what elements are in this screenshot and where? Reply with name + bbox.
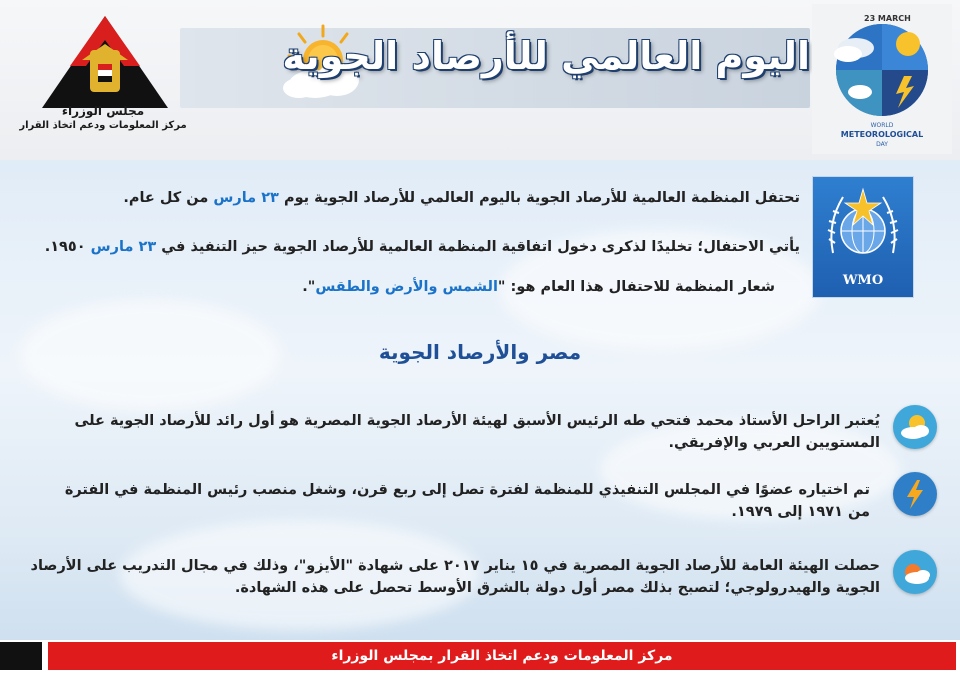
point-icon-3: [893, 550, 937, 594]
sun-cloud-icon: [893, 405, 937, 449]
org-name-cabinet: مجلس الوزراء: [61, 104, 145, 118]
page-title: اليوم العالمي للأرصاد الجوية: [282, 34, 810, 78]
cabinet-idsc-logo: [18, 4, 188, 154]
wmd-day-label: DAY: [876, 141, 888, 148]
intro-paragraph-3: [200, 276, 775, 298]
intro-paragraph-1: [100, 187, 800, 209]
sunset-cloud-icon: [893, 550, 937, 594]
footer-text: مركز المعلومات ودعم اتخاذ القرار بمجلس الوزراء: [331, 648, 673, 664]
wmd-date-label: 23 MARCH: [864, 14, 911, 23]
section-title: مصر والأرصاد الجوية: [378, 340, 582, 364]
page-header: [0, 0, 960, 160]
footer-black-block: [0, 642, 42, 670]
org-name-idsc: مركز المعلومات ودعم اتخاذ القرار: [19, 120, 187, 131]
intro-p1-date: ٢٣ مارس: [213, 190, 279, 206]
wmd-world-label: WORLD: [870, 122, 894, 129]
globe-weather-icon: [824, 16, 940, 122]
intro-paragraph-2: [30, 236, 800, 258]
intro-p2-text: يأتي الاحتفال؛ تخليدًا لذكرى دخول اتفاقية المنظمة العالمية للأرصاد الجوية حيز التنفيذ في: [161, 239, 800, 255]
intro-p3-end: ".: [302, 279, 316, 295]
point-text-2: تم اختياره عضوًا في المجلس التنفيذي للمنظمة لفترة تصل إلى ربع قرن، وشغل منصب رئيس المنظمة في الفترة من ١٩٧١ إلى ١٩٧٩.: [64, 482, 870, 520]
page-footer: [0, 640, 960, 678]
world-meteorological-day-logo: [812, 4, 952, 154]
intro-p2-end: ١٩٥٠.: [44, 239, 86, 255]
intro-p3-slogan: الشمس والأرض والطقس: [315, 279, 498, 295]
point-icon-2: [893, 472, 937, 516]
wmo-emblem-icon: [823, 183, 903, 271]
point-text-3: حصلت الهيئة العامة للأرصاد الجوية المصرية في ١٥ يناير ٢٠١٧ على شهادة "الأيزو"، وذلك في مجال التدريب على الأرصاد الجوية والهيدرولوجي؛ لتصبح بذلك مصر أول دولة بالشرق الأوسط تحصل على هذه الشهادة.: [30, 558, 880, 596]
wmo-label: WMO: [842, 273, 884, 288]
wmo-logo: [812, 176, 914, 298]
wmd-meteorological-label: METEOROLOGICAL: [840, 130, 924, 139]
point-icon-1: [893, 405, 937, 449]
lightning-icon: [893, 472, 937, 516]
eagle-mountain-icon: [40, 14, 170, 110]
intro-p3-text: شعار المنظمة للاحتفال هذا العام هو: ": [497, 279, 775, 295]
intro-p1-text: تحتفل المنظمة العالمية للأرصاد الجوية باليوم العالمي للأرصاد الجوية يوم: [283, 190, 800, 206]
intro-p1-end: من كل عام.: [123, 190, 209, 206]
intro-p2-date: ٢٣ مارس: [90, 239, 157, 255]
point-text-1: يُعتبر الراحل الأستاذ محمد فتحي طه الرئيس الأسبق لهيئة الأرصاد الجوية المصرية هو أول رائد للأرصاد الجوية على المستويين العربي والإفريقي.: [74, 413, 880, 451]
